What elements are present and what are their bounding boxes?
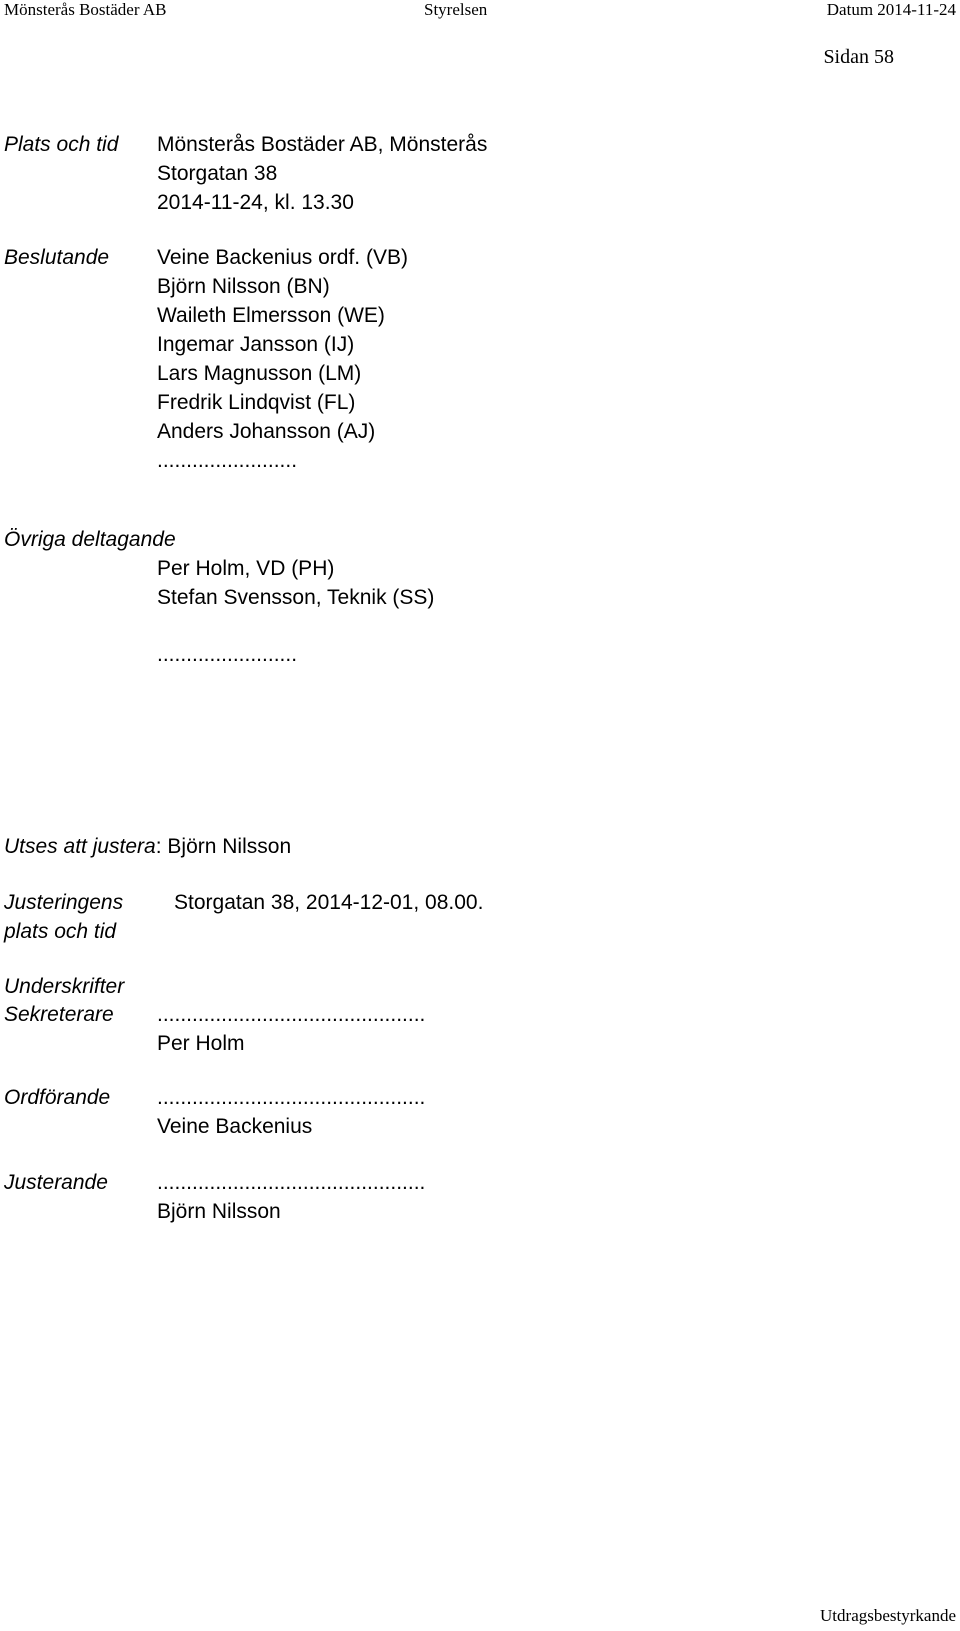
decider-item: Lars Magnusson (LM) — [157, 362, 362, 385]
signature-block — [157, 1083, 425, 1141]
decider-item: Ingemar Jansson (IJ) — [157, 333, 355, 356]
adjustment-place-label — [4, 888, 123, 946]
signature-line: .............................................. — [157, 1086, 426, 1109]
signature-role: Sekreterare — [4, 1003, 114, 1026]
others-dots: ........................ — [157, 643, 298, 666]
signature-role: Justerande — [4, 1171, 108, 1194]
others-list — [157, 554, 434, 612]
appointed-label: Utses att justera — [4, 835, 156, 858]
signature-name: Veine Backenius — [157, 1115, 313, 1138]
adjustment-place-value: Storgatan 38, 2014-12-01, 08.00. — [174, 891, 484, 914]
decider-item: Fredrik Lindqvist (FL) — [157, 391, 356, 414]
place-label: Plats och tid — [4, 133, 119, 156]
page-number: Sidan 58 — [823, 46, 894, 68]
others-label: Övriga deltagande — [4, 528, 176, 551]
signature-line: .............................................. — [157, 1171, 426, 1194]
footer-text: Utdragsbestyrkande — [820, 1606, 956, 1625]
deciders-label: Beslutande — [4, 246, 110, 269]
signature-block — [157, 1168, 425, 1226]
decider-item: Björn Nilsson (BN) — [157, 275, 330, 298]
header-org: Mönsterås Bostäder AB — [4, 0, 167, 19]
place-block — [157, 130, 487, 217]
signature-name: Björn Nilsson — [157, 1200, 281, 1223]
signatures-heading: Underskrifter — [4, 975, 125, 998]
appointed-sep: : — [155, 835, 168, 858]
appointed-name: Björn Nilsson — [167, 835, 292, 858]
decider-dots: ........................ — [157, 449, 298, 472]
other-participant: Per Holm, VD (PH) — [157, 557, 335, 580]
place-line: Storgatan 38 — [157, 162, 278, 185]
place-line: Mönsterås Bostäder AB, Mönsterås — [157, 133, 488, 156]
header-date: Datum 2014-11-24 — [826, 0, 956, 19]
adjustment-place-label-line: Justeringens — [4, 891, 124, 914]
deciders-list — [157, 243, 408, 475]
appointed-adjuster — [4, 832, 291, 861]
decider-item: Veine Backenius ordf. (VB) — [157, 246, 408, 269]
signature-line: .............................................. — [157, 1003, 426, 1026]
decider-item: Waileth Elmersson (WE) — [157, 304, 385, 327]
adjustment-place-label-line: plats och tid — [4, 920, 117, 943]
signature-block — [157, 1000, 425, 1058]
decider-item: Anders Johansson (AJ) — [157, 420, 376, 443]
header-board: Styrelsen — [424, 0, 488, 19]
other-participant: Stefan Svensson, Teknik (SS) — [157, 586, 435, 609]
signature-name: Per Holm — [157, 1032, 245, 1055]
signature-role: Ordförande — [4, 1086, 111, 1109]
place-line: 2014-11-24, kl. 13.30 — [157, 191, 354, 214]
